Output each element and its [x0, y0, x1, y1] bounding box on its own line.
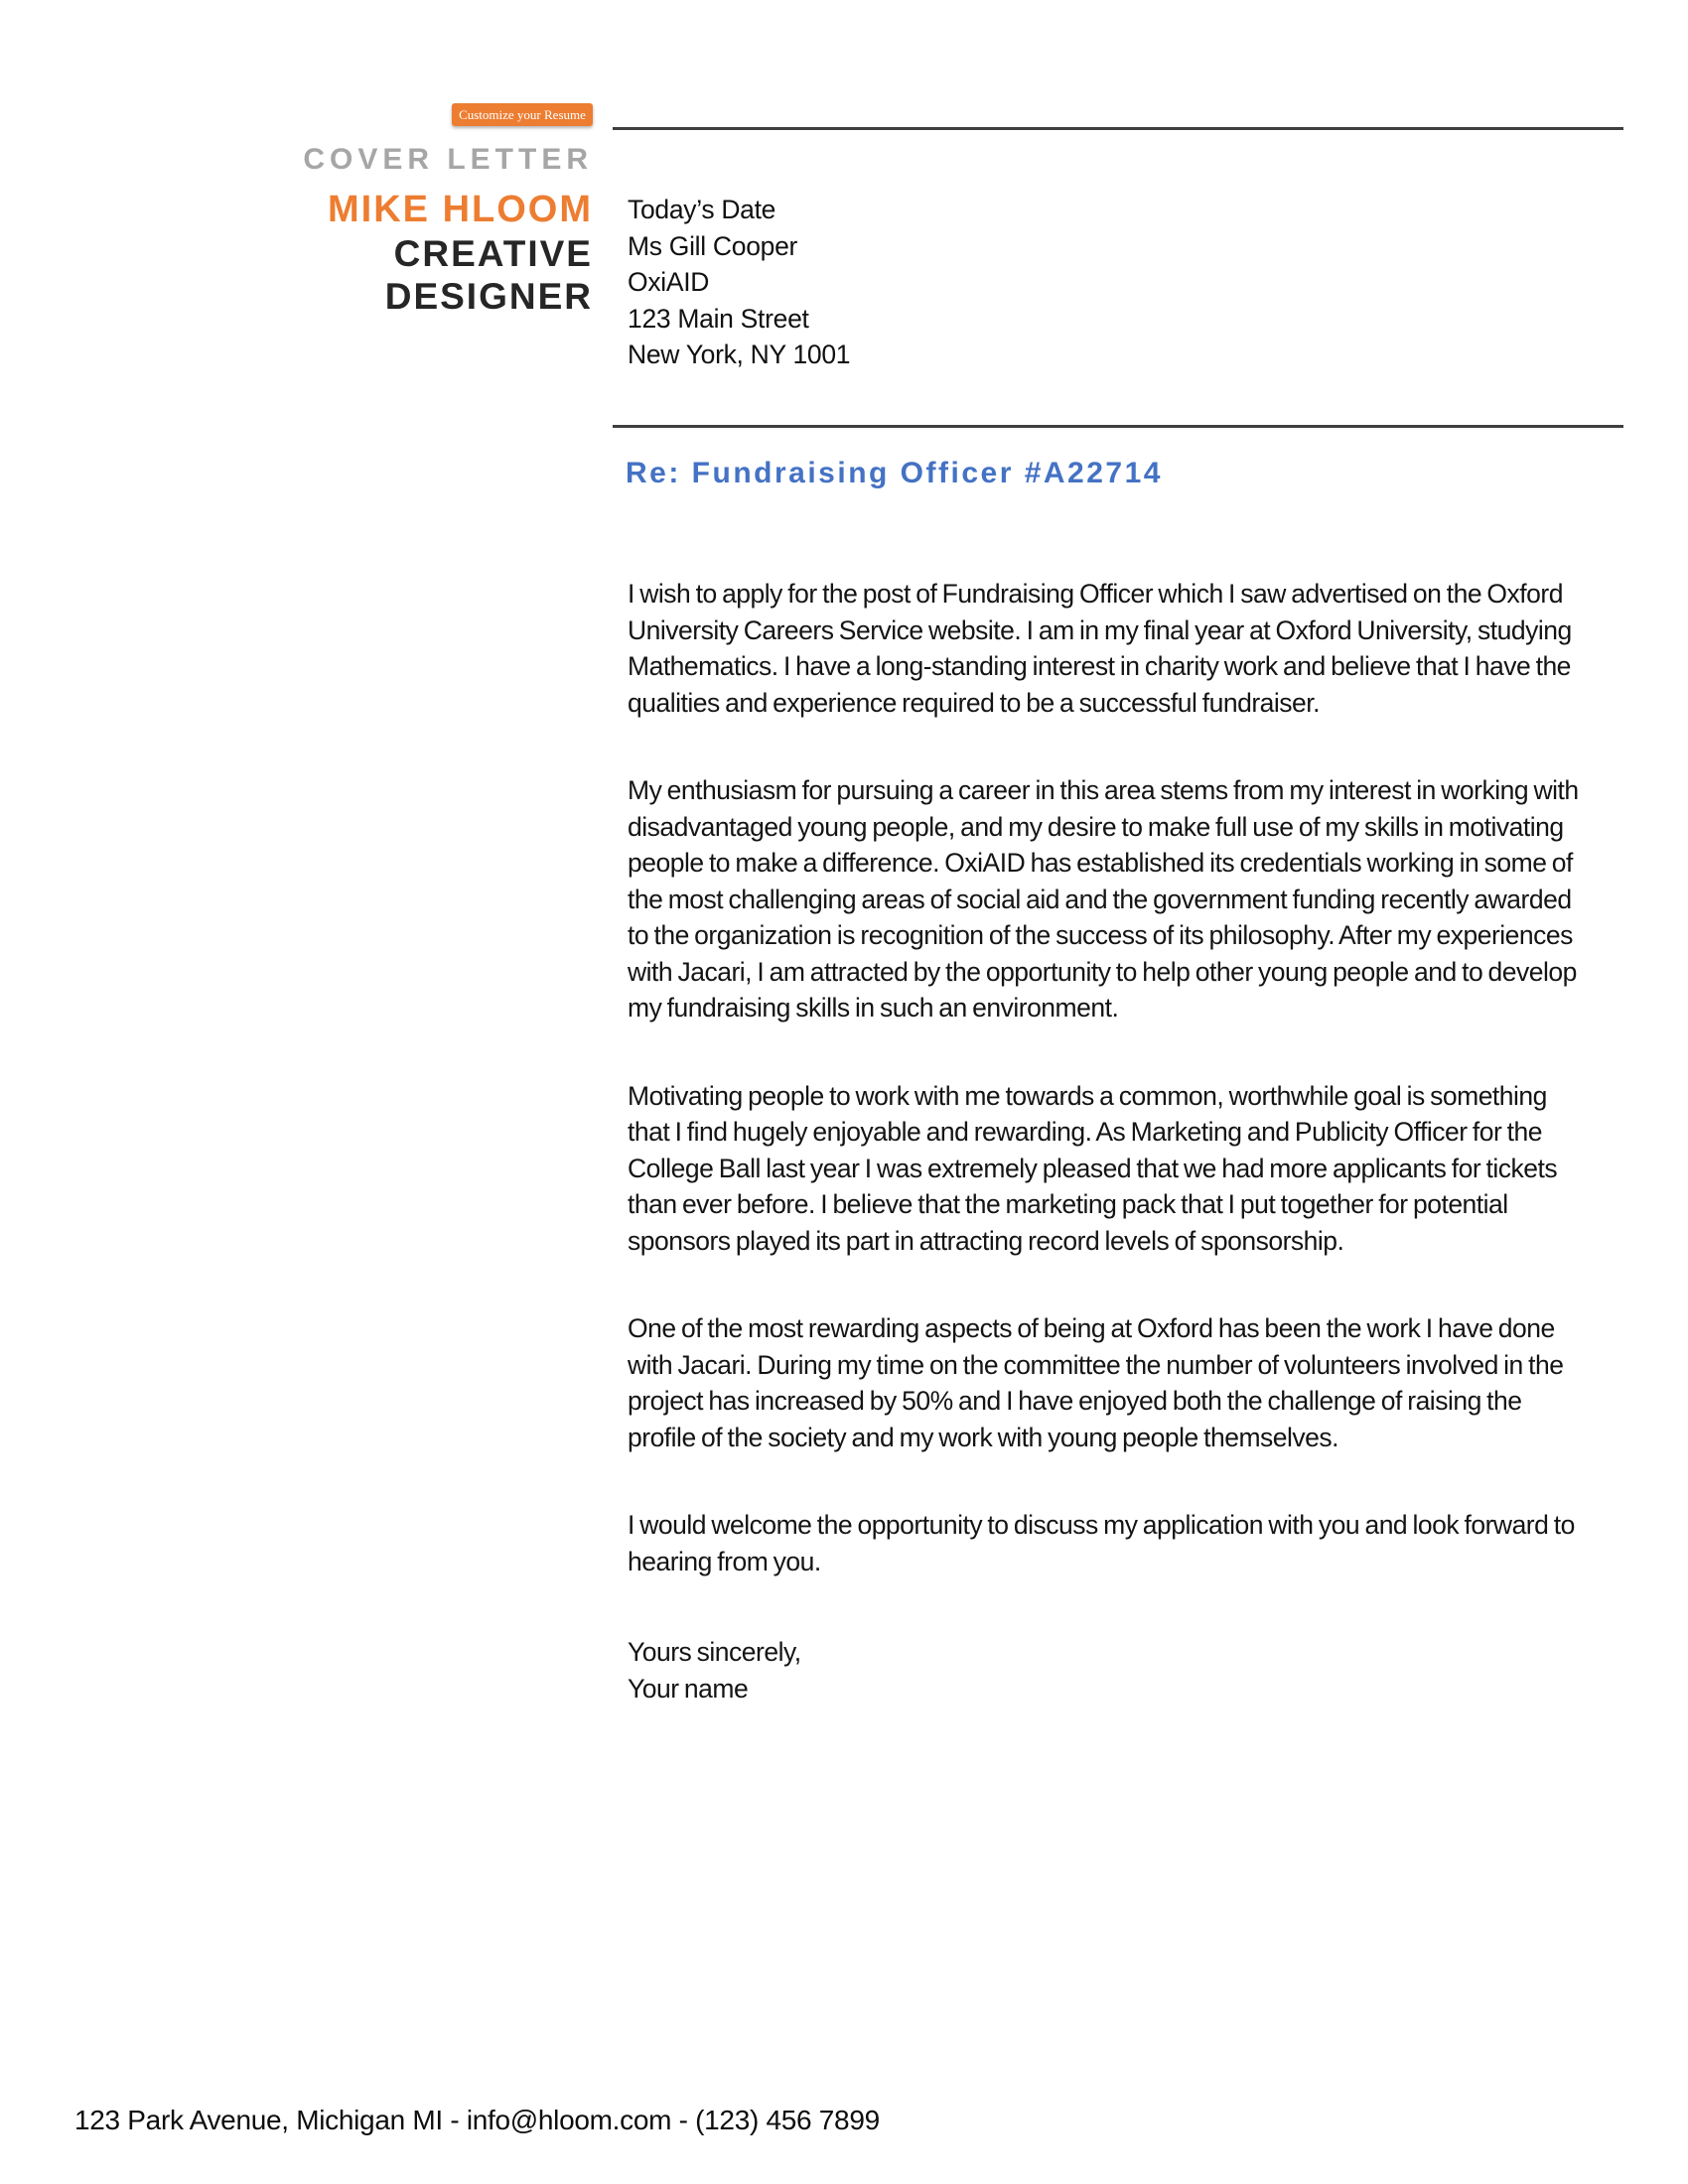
paragraph-5: I would welcome the opportunity to discuss my application with you and look forward to hearing from you. — [628, 1510, 1575, 1576]
author-title-line-1: CREATIVE — [393, 233, 593, 274]
author-title-line-2: DESIGNER — [384, 276, 593, 317]
recipient-city-line: New York, NY 1001 — [628, 340, 851, 369]
subject-line: Re: Fundraising Officer #A22714 — [626, 457, 1163, 489]
closing-signature: Your name — [628, 1673, 749, 1704]
recipient-company-line: OxiAID — [628, 267, 710, 297]
recipient-name-line: Ms Gill Cooper — [628, 230, 798, 261]
paragraph-4: One of the most rewarding aspects of being at Oxford has been the work I have done with Jacari. During my time on the committee the number of volunteers involved in the project has increased by 50% and I have enjoyed both the challenge of raising the profile of the society and my work with young people themselves. — [628, 1313, 1564, 1452]
author-name: MIKE HLOOM — [328, 189, 593, 230]
recipient-address-block — [628, 192, 850, 373]
customize-resume-badge[interactable]: Customize your Resume — [452, 103, 593, 126]
header-bottom-rule — [613, 425, 1623, 428]
closing-block — [628, 1634, 1591, 1706]
document-type-label: COVER LETTER — [303, 143, 593, 176]
paragraph-2: My enthusiasm for pursuing a career in this area stems from my interest in working with disadvantaged young people, and my desire to make full use of my skills in motivating people to make a difference. OxiAID has established its credentials working in some of the most challenging areas of social aid and the government funding recently awarded to the organization is recognition of the success of its philosophy. After my experiences with Jacari, I am attracted by the opportunity to help other young people and to develop my fundraising skills in such an environment. — [628, 775, 1579, 1023]
recipient-street-line: 123 Main Street — [628, 303, 809, 334]
letter-body — [628, 576, 1591, 1706]
paragraph-1: I wish to apply for the post of Fundraising Officer which I saw advertised on the Oxford University Careers Service website. I am in my final year at Oxford University, studying Mathematics. I have a long-standing interest in charity work and believe that I have the qualities and experience required to be a successful fundraiser. — [628, 579, 1572, 718]
paragraph-3: Motivating people to work with me towards a common, worthwhile goal is something that I find hugely enjoyable and rewarding. As Marketing and Publicity Officer for the College Ball last year I was extremely pleased that we had more applicants for tickets than ever before. I believe that the marketing pack that I put together for potential sponsors played its part in attracting record levels of sponsorship. — [628, 1080, 1558, 1256]
closing-salutation: Yours sincerely, — [628, 1637, 801, 1667]
footer-contact-line: 123 Park Avenue, Michigan MI - info@hloom.com - (123) 456 7899 — [74, 2105, 880, 2135]
recipient-date-line: Today’s Date — [628, 195, 776, 224]
header-top-rule — [613, 127, 1623, 130]
